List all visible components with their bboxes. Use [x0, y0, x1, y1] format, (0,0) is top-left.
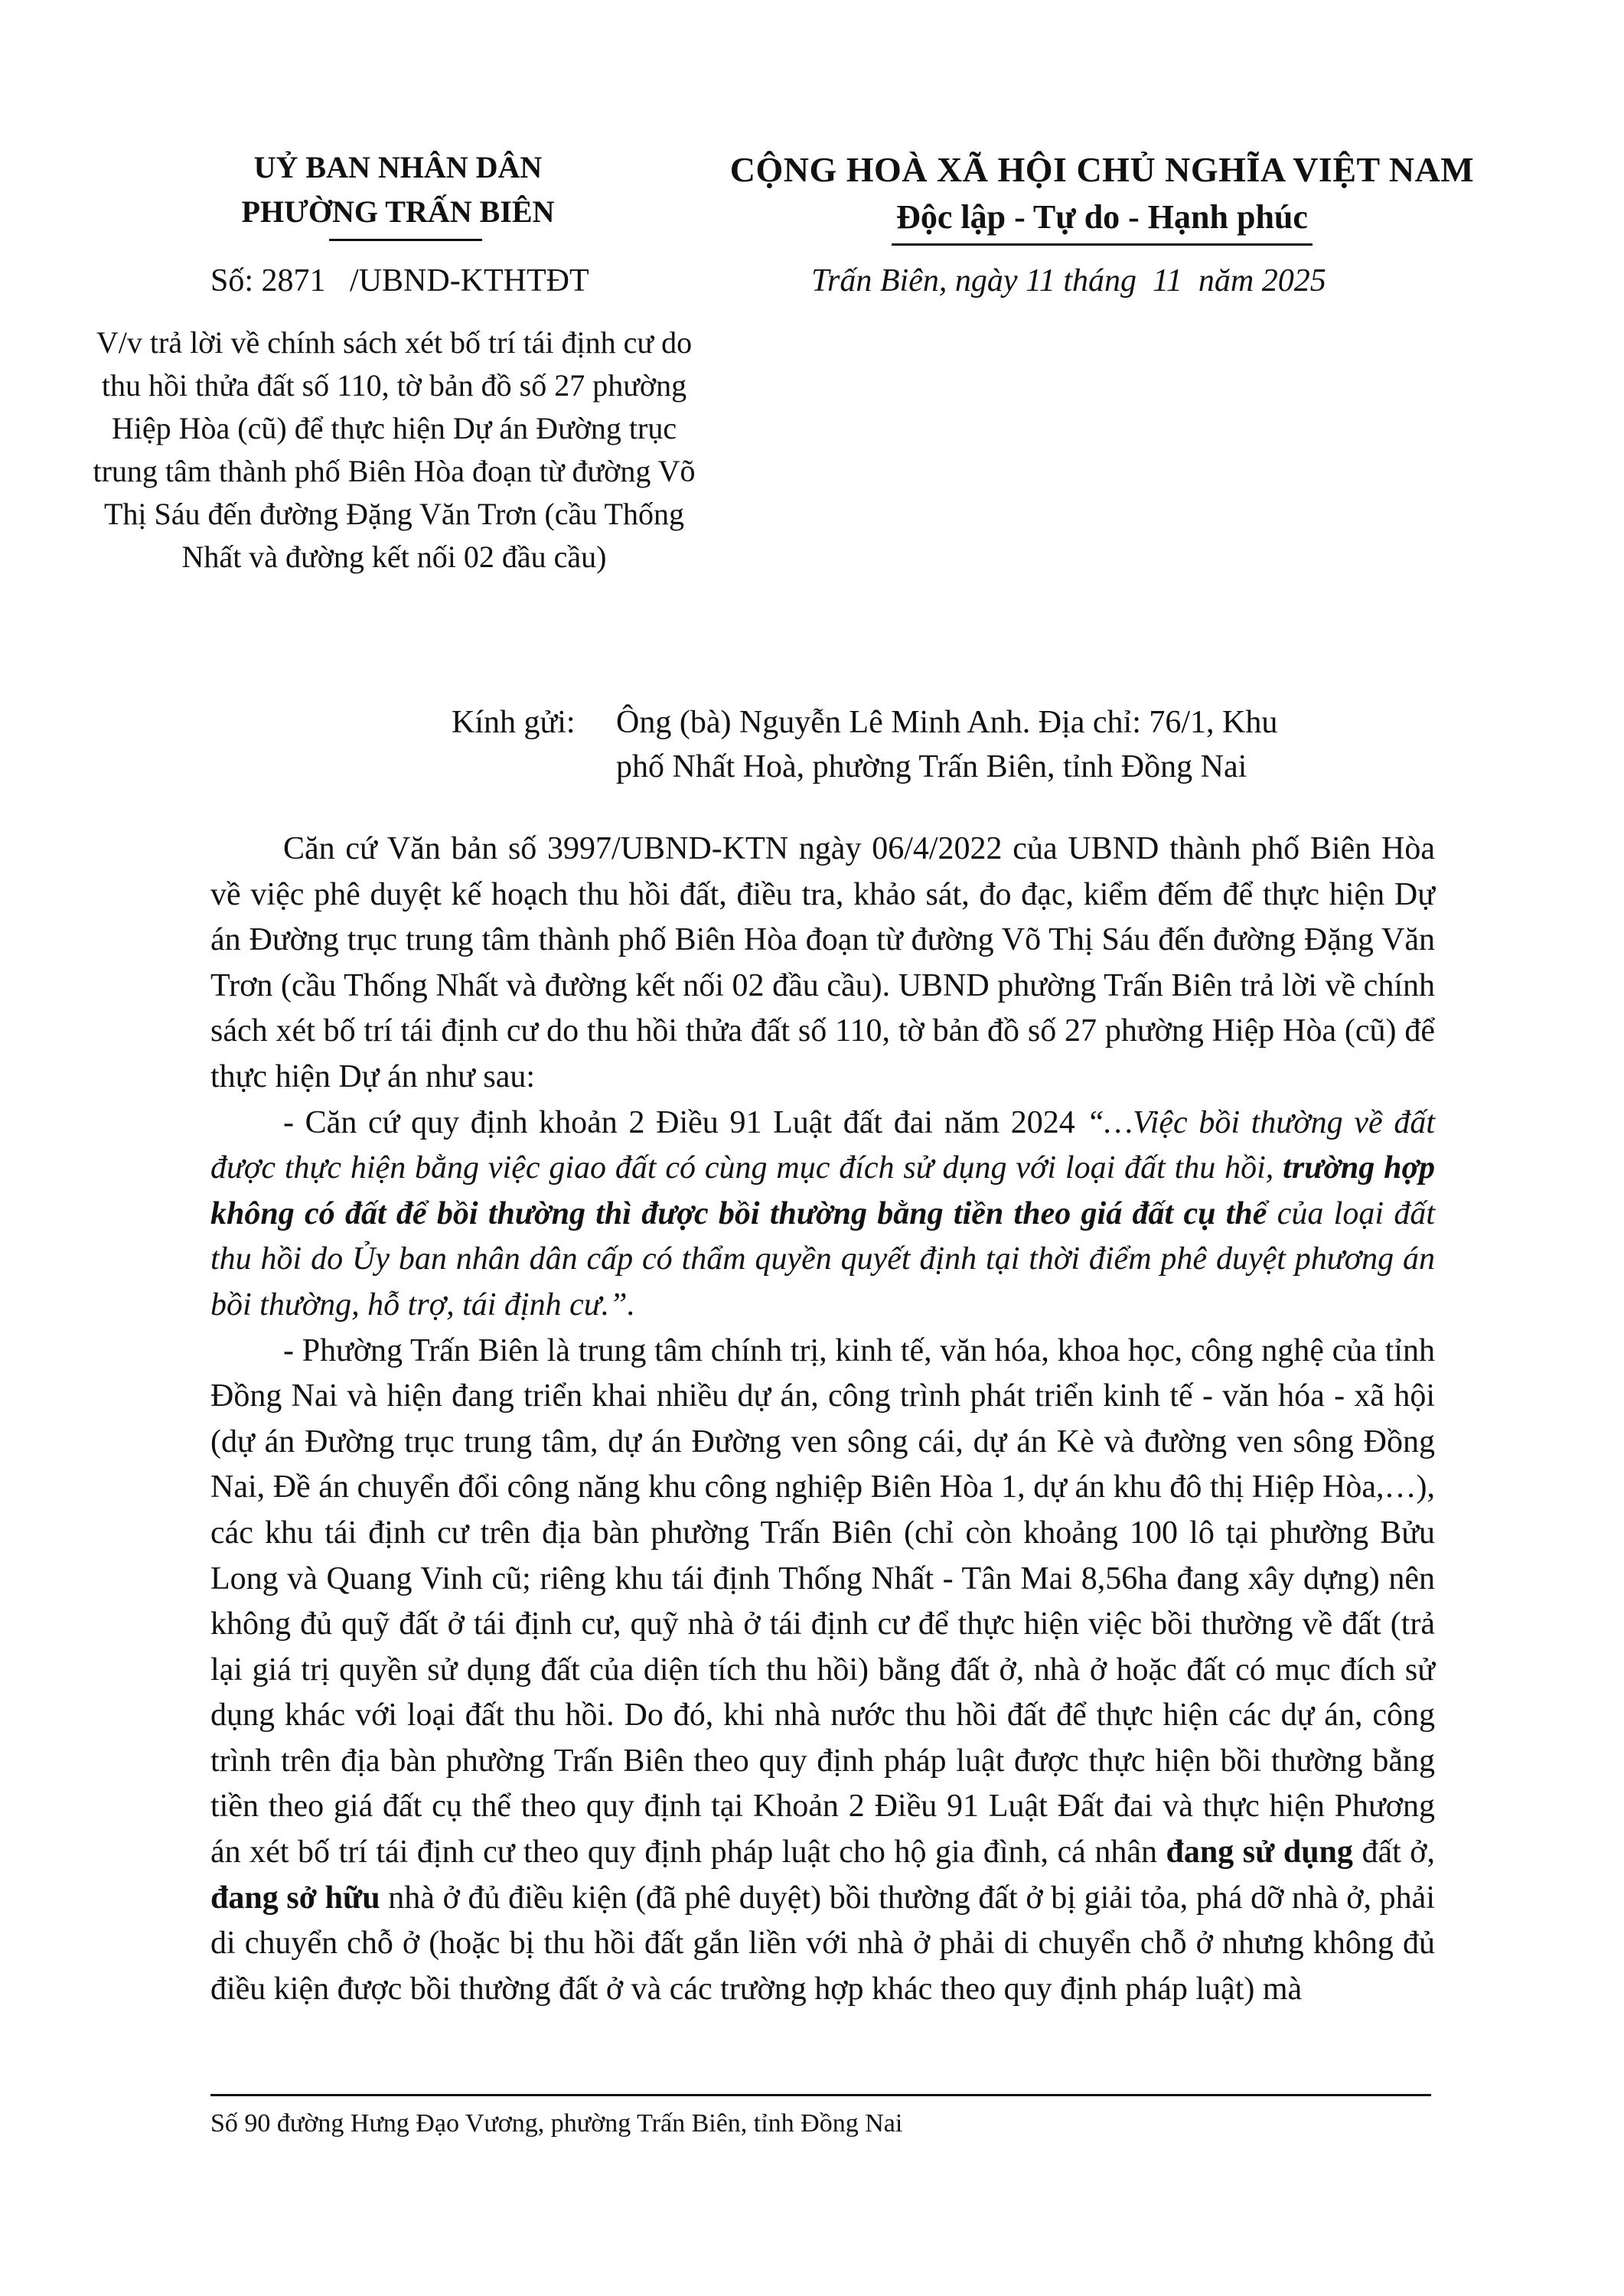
- quote-lead: - Căn cứ quy định khoản 2 Điều 91 Luật đất đai năm 2024: [283, 1104, 1087, 1140]
- quote-emphasis: trường hợp không có đất để bồi thường thì được bồi thường bằng tiền theo giá đất cụ thể: [210, 1150, 1435, 1231]
- recipient-line-2: phố Nhất Hoà, phường Trấn Biên, tỉnh Đồng Nai: [616, 749, 1247, 784]
- authority-underline: [329, 239, 482, 241]
- recipient-label: Kính gửi:: [452, 705, 576, 740]
- motto-underline: [892, 243, 1313, 246]
- emphasis-dang-su-dung: đang sử dụng: [1166, 1835, 1353, 1870]
- document-subject: V/v trả lời về chính sách xét bố trí tái định cư do thu hồi thửa đất số 110, tờ bản đồ số 27 phường Hiệp Hòa (cũ) để thực hiện Dự án Đường trục trung tâm thành phố Biên Hòa đoạn từ đường Võ Thị Sáu đến đường Đặng Văn Trơn (cầu Thống Nhất và đường kết nối 02 đầu cầu): [93, 325, 696, 574]
- national-motto: [666, 145, 1538, 240]
- document-number: Số: 2871 /UBND-KTHTĐT: [210, 263, 589, 298]
- footer-address: Số 90 đường Hưng Đạo Vương, phường Trấn Biên, tỉnh Đồng Nai: [210, 2109, 903, 2138]
- nation-name: CỘNG HOÀ XÃ HỘI CHỦ NGHĨA VIỆT NAM: [729, 150, 1475, 189]
- emphasis-dang-so-huu: đang sở hữu: [210, 1880, 380, 1916]
- authority-line-2: PHƯỜNG TRẤN BIÊN: [241, 194, 555, 229]
- quote-part-a: “…Việc bồi thường về đất được thực hiện bằng việc giao đất có cùng mục đích sử dụng với loại đất thu hồi,: [210, 1104, 1435, 1186]
- paragraph-legal-basis: Căn cứ Văn bản số 3997/UBND-KTN ngày 06/4/2022 của UBND thành phố Biên Hòa về việc phê duyệt kế hoạch thu hồi đất, điều tra, khảo sát, đo đạc, kiểm đếm để thực hiện Dự án Đường trục trung tâm thành phố Biên Hòa đoạn từ đường Võ Thị Sáu đến đường Đặng Văn Trơn (cầu Thống Nhất và đường kết nối 02 đầu cầu). UBND phường Trấn Biên trả lời về chính sách xét bố trí tái định cư do thu hồi thửa đất số 110, tờ bản đồ số 27 phường Hiệp Hòa (cũ) để thực hiện Dự án như sau:: [210, 831, 1435, 1094]
- paragraph-law-quote: [210, 1101, 1435, 1329]
- issuing-authority: [161, 145, 635, 234]
- document-body: [210, 827, 1435, 2012]
- place-and-date: Trấn Biên, ngày 11 tháng 11 năm 2025: [811, 263, 1326, 298]
- footer-divider: [210, 2094, 1431, 2096]
- authority-line-1: UỶ BAN NHÂN DÂN: [253, 150, 543, 184]
- recipient-block: [452, 700, 1523, 789]
- motto: Độc lập - Tự do - Hạnh phúc: [896, 198, 1308, 236]
- quote-part-b: của loại đất thu hồi do Ủy ban nhân dân cấp có thẩm quyền quyết định tại thời điểm phê duyệt phương án bồi thường, hỗ trợ, tái định cư.”.: [210, 1195, 1435, 1322]
- recipient-line-1: Ông (bà) Nguyễn Lê Minh Anh. Địa chỉ: 76/1, Khu: [616, 705, 1278, 740]
- paragraph-ward-situation: [210, 1329, 1435, 2013]
- situation-part-c: nhà ở đủ điều kiện (đã phê duyệt) bồi thường đất ở bị giải tỏa, phá dỡ nhà ở, phải di chuyển chỗ ở (hoặc bị thu hồi đất gắn liền với nhà ở phải di chuyển chỗ ở nhưng không đủ điều kiện được bồi thường đất ở và các trường hợp khác theo quy định pháp luật) mà: [210, 1880, 1435, 2007]
- situation-part-b: đất ở,: [1352, 1835, 1436, 1870]
- situation-part-a: - Phường Trấn Biên là trung tâm chính trị, kinh tế, văn hóa, khoa học, công nghệ của tỉnh Đồng Nai và hiện đang triển khai nhiều dự án, công trình phát triển kinh tế - văn hóa - xã hội (dự án Đường trục trung tâm, dự án Đường ven sông cái, dự án Kè và đường ven sông Đồng Nai, Đề án chuyển đổi công năng khu công nghiệp Biên Hòa 1, dự án khu đô thị Hiệp Hòa,…), các khu tái định cư trên địa bàn phường Trấn Biên (chỉ còn khoảng 100 lô tại phường Bửu Long và Quang Vinh cũ; riêng khu tái định Thống Nhất - Tân Mai 8,56ha đang xây dựng) nên không đủ quỹ đất ở tái định cư, quỹ nhà ở tái định cư để thực hiện việc bồi thường về đất (trả lại giá trị quyền sử dụng đất của diện tích thu hồi) bằng đất ở, nhà ở hoặc đất có mục đích sử dụng khác với loại đất thu hồi. Do đó, khi nhà nước thu hồi đất để thực hiện các dự án, công trình trên địa bàn phường Trấn Biên theo quy định pháp luật được thực hiện bồi thường bằng tiền theo giá đất cụ thể theo quy định tại Khoản 2 Điều 91 Luật Đất đai và thực hiện Phương án xét bố trí tái định cư theo quy định pháp luật cho hộ gia đình, cá nhân: [210, 1332, 1435, 1870]
